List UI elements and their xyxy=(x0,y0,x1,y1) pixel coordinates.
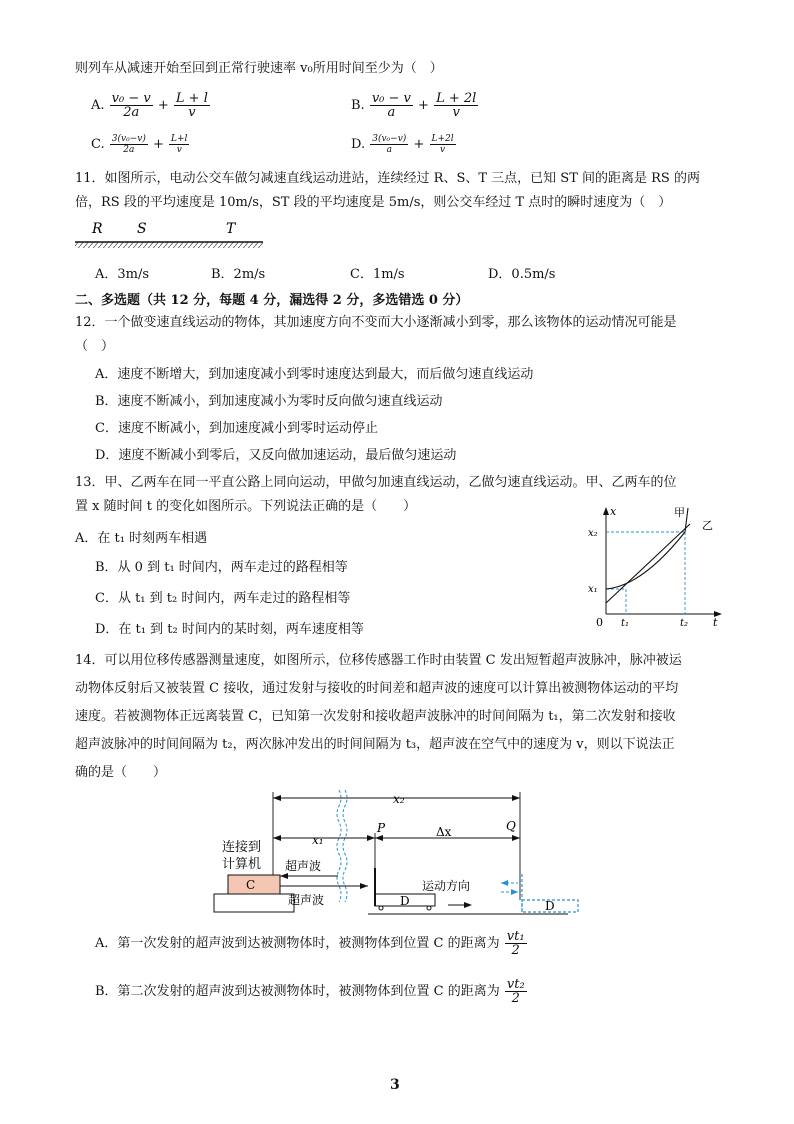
q14-option-b: B．第二次发射的超声波到达被测物体时，被测物体到位置 C 的距离为 $\frac{\text{vt₂}}{2}$ xyxy=(95,977,525,1006)
q14-line2: 动物体反射后又被装置 C 接收，通过发射与接收的时间差和超声波的速度可以计算出被测物体运动的平均 xyxy=(75,681,679,696)
q11-option-b: B．2m/s xyxy=(211,267,266,282)
fraction: $\frac{\text{vt₁}}{2}$ xyxy=(506,929,525,958)
q14-line5: 确的是（ ） xyxy=(75,765,167,780)
dashed-cart-d-label: D xyxy=(545,899,555,913)
q12-option-a: A．速度不断增大，到加速度减小到零时速度达到最大，而后做匀速直线运动 xyxy=(95,367,534,382)
arrow-right-icon xyxy=(512,835,520,841)
q13-option-a: A．在 t₁ 时刻两车相遇 xyxy=(75,531,208,546)
arrow-right-icon xyxy=(464,902,472,908)
q12-option-c: C．速度不断减小，到加速度减小到零时运动停止 xyxy=(95,421,378,436)
q11-road-figure xyxy=(70,216,270,256)
q13-option-d: D．在 t₁ 到 t₂ 时间内的某时刻，两车速度相等 xyxy=(95,622,364,637)
q13-line2: 置 x 随时间 t 的变化如图所示。下列说法正确的是（ ） xyxy=(75,499,417,514)
jia-curve xyxy=(606,508,688,589)
page-number: 3 xyxy=(390,1077,400,1093)
wheel xyxy=(379,906,383,910)
x1-label: x₁ xyxy=(312,833,324,847)
q13-line1: 13．甲、乙两车在同一平直公路上同向运动，甲做匀加速直线运动，乙做匀速直线运动。甲、乙两车的位 xyxy=(75,475,677,490)
arrow-right-icon xyxy=(367,835,375,841)
fraction: $\frac{\text{v₀ − v}}{2a}$ xyxy=(111,91,151,120)
dx-label: Δx xyxy=(436,825,452,839)
fraction: $\frac{\text{3(v₀−v)}}{2a}$ xyxy=(111,134,146,155)
fraction: $\frac{L+2l}{v}$ xyxy=(431,134,454,155)
p-label: P xyxy=(377,821,386,835)
arrow-left-icon xyxy=(375,835,383,841)
q11-line1: 11．如图所示，电动公交车做匀减速直线运动进站，连续经过 R、S、T 三点，已知 ST 间的距离是 RS 的两 xyxy=(75,171,700,186)
ground-hatch xyxy=(75,242,263,248)
section-title: 二、多选题（共 12 分，每题 4 分，漏选得 2 分，多选错选 0 分） xyxy=(75,293,469,308)
point-r-label: R xyxy=(92,221,103,237)
x2-label: x₂ xyxy=(393,792,405,806)
q14-line1: 14．可以用位移传感器测量速度，如图所示，位移传感器工作时由装置 C 发出短暂超声波脉冲，脉冲被运 xyxy=(75,653,682,668)
q-label: Q xyxy=(506,819,516,833)
arrow-left-icon xyxy=(273,795,281,801)
q10-option-a: A. $\frac{\text{v₀ − v}}{2a}$ + $\frac{L + l}{v}$ xyxy=(91,91,208,120)
point-s-label: S xyxy=(137,221,147,237)
t1-label: t₁ xyxy=(621,618,630,629)
base-platform xyxy=(214,894,294,912)
jia-label: 甲 xyxy=(674,506,685,519)
fraction: $\frac{L + 2l}{v}$ xyxy=(436,91,477,120)
q11-option-c: C．1m/s xyxy=(350,267,405,282)
x1-label: x₁ xyxy=(588,584,598,595)
arrow-left-icon xyxy=(280,873,288,879)
q12-line1: 12．一个做变速直线运动的物体，其加速度方向不变而大小逐渐减小到零，那么该物体的运动情况可能是 xyxy=(75,315,677,330)
connect-label-1: 连接到 xyxy=(222,840,262,855)
arrow-right-icon xyxy=(360,883,368,889)
q11-line2: 倍，RS 段的平均速度是 10m/s，ST 段的平均速度是 5m/s，则公交车经过 T 点时的瞬时速度为（ ） xyxy=(75,195,672,210)
q12-option-b: B．速度不断减小，到加速度减小为零时反向做匀速直线运动 xyxy=(95,394,443,409)
q10-option-b: B. $\frac{\text{v₀ − v}}{a}$ + $\frac{L + 2l}{v}$ xyxy=(351,91,477,120)
q10-option-c: C. $\frac{\text{3(v₀−v)}}{2a}$ + $\frac{L+l}{v}$ xyxy=(91,134,188,155)
fraction: $\frac{L+l}{v}$ xyxy=(171,134,188,155)
fraction: $\frac{L + l}{v}$ xyxy=(175,91,208,120)
q13-option-c: C．从 t₁ 到 t₂ 时间内，两车走过的路程相等 xyxy=(95,591,351,606)
origin-label: 0 xyxy=(596,616,603,629)
q12-line2: （ ） xyxy=(75,339,115,354)
x-axis-label: x xyxy=(610,505,617,518)
arrow-left-icon xyxy=(501,880,508,886)
q14-line4: 超声波脉冲的时间间隔为 t₂，两次脉冲发出的时间间隔为 t₃，超声波在空气中的速度为 v，则以下说法正 xyxy=(75,737,675,752)
q14-line3: 速度。若被测物体正远离装置 C，已知第一次发射和接收超声波脉冲的时间间隔为 t₁，第二次发射和接收 xyxy=(75,709,676,724)
cart-d-label: D xyxy=(400,894,410,908)
x2-label: x₂ xyxy=(588,528,598,539)
connect-label-2: 计算机 xyxy=(222,857,262,872)
t-axis-label: t xyxy=(713,616,718,629)
fraction: $\frac{\text{3(v₀−v)}}{a}$ xyxy=(372,134,407,155)
wave-label-2: 超声波 xyxy=(288,893,325,907)
q14-option-a: A．第一次发射的超声波到达被测物体时，被测物体到位置 C 的距离为 $\frac{\text{vt₁}}{2}$ xyxy=(95,929,525,958)
q13-option-b: B．从 0 到 t₁ 时间内，两车走过的路程相等 xyxy=(95,560,348,575)
arrow-right-icon xyxy=(512,795,520,801)
fraction: $\frac{\text{vt₂}}{2}$ xyxy=(506,977,525,1006)
yi-line xyxy=(606,524,690,603)
point-t-label: T xyxy=(226,221,236,237)
direction-label: 运动方向 xyxy=(422,879,471,893)
fraction: $\frac{\text{v₀ − v}}{a}$ xyxy=(371,91,411,120)
break-line-right xyxy=(343,790,347,902)
q10-stem: 则列车从减速开始至回到正常行驶速率 v₀所用时间至少为（ ） xyxy=(75,61,443,76)
device-c-label: C xyxy=(246,878,256,892)
yi-label: 乙 xyxy=(702,519,713,532)
q10-option-d: D. $\frac{\text{3(v₀−v)}}{a}$ + $\frac{L+2l}{v}$ xyxy=(351,134,454,155)
q11-option-d: D．0.5m/s xyxy=(488,267,556,282)
t2-label: t₂ xyxy=(680,618,689,629)
q11-option-a: A．3m/s xyxy=(95,267,150,282)
q14-sensor-figure xyxy=(208,788,598,916)
q13-xt-graph xyxy=(582,502,727,632)
wave-label-1: 超声波 xyxy=(285,859,322,873)
break-line-left xyxy=(337,790,341,902)
wheel xyxy=(427,906,431,910)
arrow-left-icon xyxy=(273,835,281,841)
q12-option-d: D．速度不断减小到零后，又反向做加速运动，最后做匀速运动 xyxy=(95,448,457,463)
arrow-right-icon xyxy=(511,889,518,895)
x-axis-arrow-icon xyxy=(603,507,609,515)
